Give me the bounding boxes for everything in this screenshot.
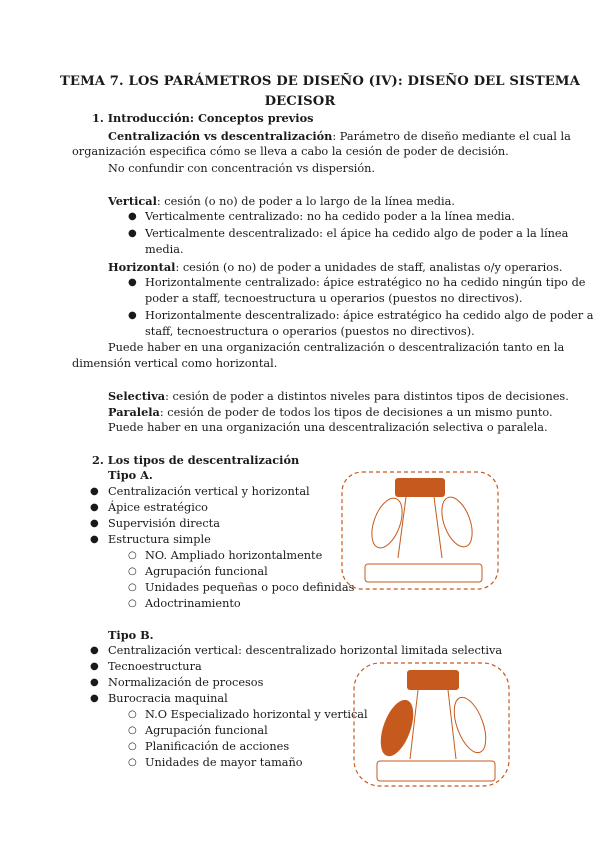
section2-heading: 2. Los tipos de descentralización <box>92 453 300 467</box>
horizontal-bullet-2-line2: staff, tecnoestructura o operarios (puestos no directivos). <box>145 325 475 338</box>
sub-bullet-icon: ○ <box>128 550 137 561</box>
horizontal-bullet-1-line2: poder a staff, tecnoestructura u operarios (puestos no directivos). <box>145 292 523 305</box>
tipo-a-sub: NO. Ampliado horizontalmente <box>145 549 323 562</box>
horizontal-definition <box>108 259 562 276</box>
middle-line-right <box>448 690 456 759</box>
centralizacion-term: Centralización vs descentralización <box>108 129 333 143</box>
centralizacion-line3: No confundir con concentración vs dispersión. <box>108 162 376 175</box>
tipo-a-heading: Tipo A. <box>108 468 153 482</box>
bullet-icon: ● <box>128 277 137 288</box>
bullet-icon: ● <box>90 693 99 704</box>
tipo-b-sub: Agrupación funcional <box>145 724 268 737</box>
selectiva-definition <box>108 388 569 405</box>
staff-ellipse <box>436 493 478 551</box>
sub-bullet-icon: ○ <box>128 725 137 736</box>
puede-line1: Puede haber en una organización centralización o descentralización tanto en la <box>108 341 565 354</box>
centralizacion-line1 <box>72 128 571 145</box>
page-title <box>60 72 580 112</box>
bullet-icon: ● <box>128 211 137 222</box>
vertical-bullet-1: Verticalmente centralizado: no ha cedido poder a la línea media. <box>145 210 515 223</box>
section1-heading: 1. Introducción: Conceptos previos <box>92 111 314 125</box>
vertical-rest: : cesión (o no) de poder a lo largo de la línea media. <box>156 195 455 208</box>
tipo-a-diagram <box>340 470 500 592</box>
tipo-b-bullet: Centralización vertical: descentralizado horizontal limitada selectiva <box>108 644 503 657</box>
sub-bullet-icon: ○ <box>128 741 137 752</box>
tipo-a-bullet: Ápice estratégico <box>108 501 208 514</box>
vertical-term: Vertical <box>108 194 157 208</box>
bullet-icon: ● <box>90 518 99 529</box>
tipo-b-heading: Tipo B. <box>108 628 154 642</box>
bullet-icon: ● <box>128 228 137 239</box>
vertical-definition <box>108 193 455 210</box>
puede-selectiva: Puede haber en una organización una descentralización selectiva o paralela. <box>108 421 548 434</box>
bullet-icon: ● <box>90 661 99 672</box>
tipo-a-sub: Adoctrinamiento <box>145 597 241 610</box>
bullet-icon: ● <box>90 502 99 513</box>
technostructure-ellipse <box>375 696 419 759</box>
tipo-a-bullet: Centralización vertical y horizontal <box>108 485 310 498</box>
sub-bullet-icon: ○ <box>128 566 137 577</box>
bullet-icon: ● <box>90 677 99 688</box>
paralela-definition <box>108 404 553 421</box>
title-line-1: TEMA 7. LOS PARÁMETROS DE DISEÑO (IV): DISEÑO DEL SISTEMA <box>60 74 580 89</box>
horizontal-bullet-1-line1: Horizontalmente centralizado: ápice estratégico no ha cedido ningún tipo de <box>145 276 586 289</box>
tipo-a-sub: Unidades pequeñas o poco definidas <box>145 581 355 594</box>
sub-bullet-icon: ○ <box>128 757 137 768</box>
tipo-b-sub: Unidades de mayor tamaño <box>145 756 303 769</box>
technostructure-ellipse <box>366 494 408 552</box>
apex-box <box>407 670 459 690</box>
vertical-bullet-2-cont: media. <box>145 243 184 256</box>
tipo-b-diagram <box>352 661 512 789</box>
centralizacion-line2: organización especifica cómo se lleva a cabo la cesión de poder de decisión. <box>72 145 509 158</box>
apex-box <box>395 478 445 497</box>
operating-core-box <box>377 761 495 781</box>
horizontal-term: Horizontal <box>108 260 176 274</box>
vertical-bullet-2: Verticalmente descentralizado: el ápice ha cedido algo de poder a la línea <box>145 227 569 240</box>
bullet-icon: ● <box>90 534 99 545</box>
tipo-b-bullet: Tecnoestructura <box>108 660 202 673</box>
centralizacion-rest: : Parámetro de diseño mediante el cual la <box>332 130 571 143</box>
horizontal-bullet-2-line1: Horizontalmente descentralizado: ápice estratégico ha cedido algo de poder a <box>145 309 594 322</box>
tipo-a-bullet: Estructura simple <box>108 533 211 546</box>
sub-bullet-icon: ○ <box>128 709 137 720</box>
sub-bullet-icon: ○ <box>128 582 137 593</box>
title-line-2: DECISOR <box>264 94 336 109</box>
tipo-b-sub: N.O Especializado horizontal y vertical <box>145 708 368 721</box>
paralela-rest: : cesión de poder de todos los tipos de decisiones a un mismo punto. <box>159 406 553 419</box>
horizontal-rest: : cesión (o no) de poder a unidades de staff, analistas o/y operarios. <box>175 261 563 274</box>
tipo-b-bullet: Burocracia maquinal <box>108 692 228 705</box>
puede-line2: dimensión vertical como horizontal. <box>72 357 278 370</box>
operating-core-box <box>365 564 482 582</box>
tipo-b-bullet: Normalización de procesos <box>108 676 264 689</box>
bullet-icon: ● <box>128 310 137 321</box>
bullet-icon: ● <box>90 645 99 656</box>
bullet-icon: ● <box>90 486 99 497</box>
tipo-a-sub: Agrupación funcional <box>145 565 268 578</box>
sub-bullet-icon: ○ <box>128 598 137 609</box>
middle-line-right <box>434 497 442 558</box>
paralela-term: Paralela <box>108 405 160 419</box>
tipo-b-sub: Planificación de acciones <box>145 740 290 753</box>
selectiva-term: Selectiva <box>108 389 166 403</box>
tipo-a-bullet: Supervisión directa <box>108 517 220 530</box>
selectiva-rest: : cesión de poder a distintos niveles para distintos tipos de decisiones. <box>165 390 569 403</box>
